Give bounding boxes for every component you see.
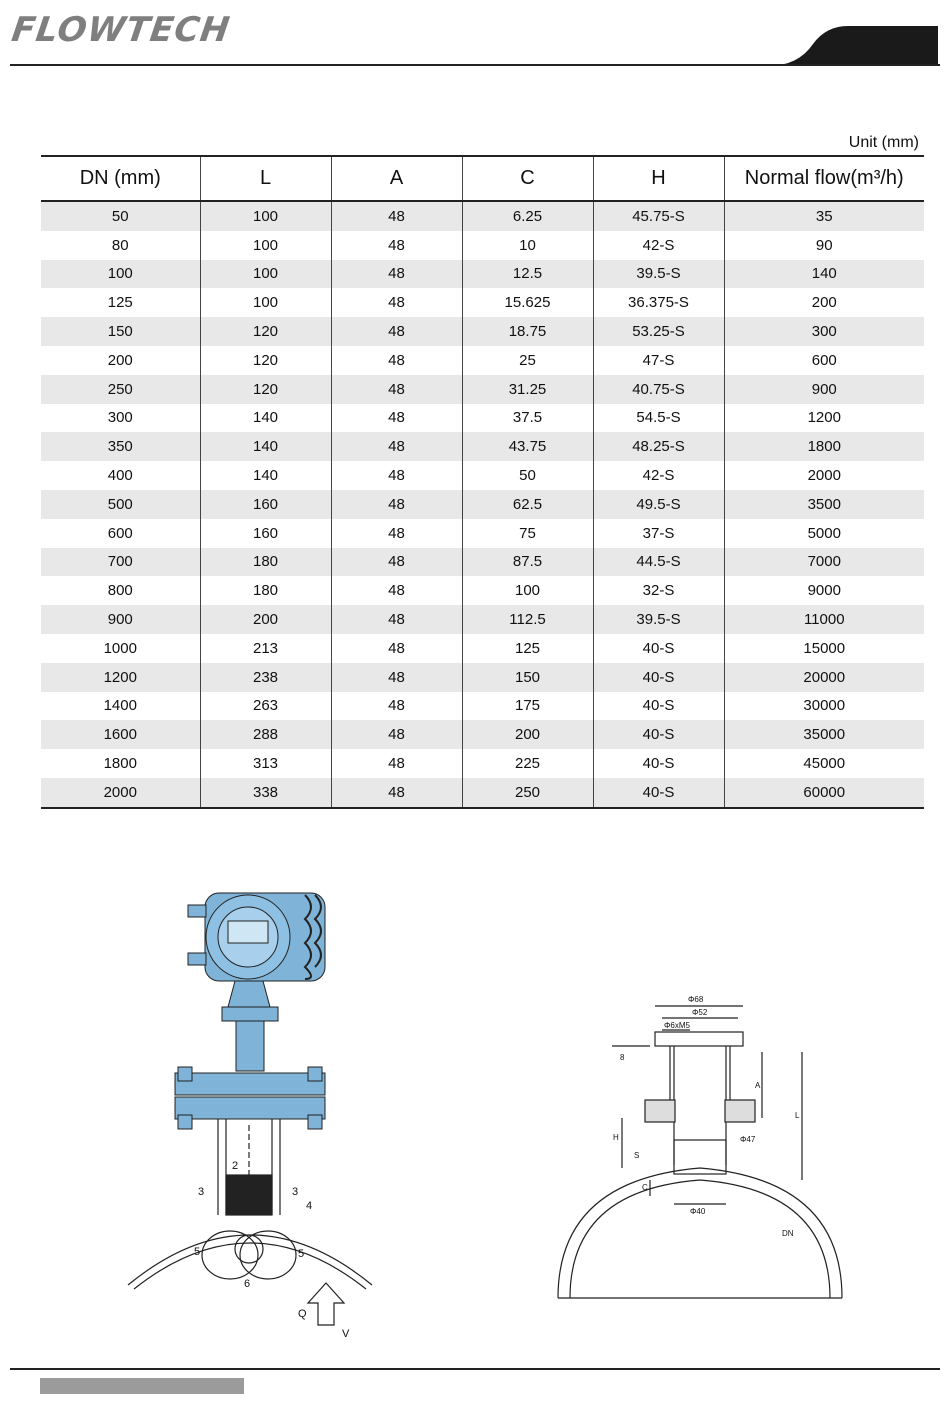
table-cell-l: 338	[200, 778, 331, 808]
table-cell-a: 48	[331, 634, 462, 663]
page-header	[0, 0, 950, 70]
mounting-dimension-drawing	[550, 990, 850, 1305]
table-cell-a: 48	[331, 288, 462, 317]
table-row	[41, 519, 924, 548]
diagram-label-5-right: 5	[298, 1248, 305, 1260]
table-row	[41, 778, 924, 808]
table-cell-normal-flow: 11000	[724, 605, 924, 634]
table-cell-dn: 900	[41, 605, 200, 634]
table-cell-dn: 1200	[41, 663, 200, 692]
table-cell-c: 18.75	[462, 317, 593, 346]
table-row	[41, 260, 924, 289]
table-cell-h: 40-S	[593, 720, 724, 749]
table-cell-normal-flow: 1200	[724, 404, 924, 433]
table-cell-l: 200	[200, 605, 331, 634]
table-cell-dn: 250	[41, 375, 200, 404]
column-header-c: C	[462, 156, 593, 201]
table-cell-dn: 800	[107, 582, 133, 600]
table-cell-l: 120	[200, 375, 331, 404]
diagram-label-3-right: 3	[292, 1186, 299, 1198]
table-row	[41, 692, 924, 721]
table-cell-a: 48	[331, 260, 462, 289]
table-cell-c: 200	[462, 720, 593, 749]
dim-phi52: Φ52	[692, 1008, 708, 1017]
table-cell-c: 62.5	[462, 490, 593, 519]
table-cell-a: 48	[331, 404, 462, 433]
table-cell-a: 48	[331, 461, 462, 490]
table-cell-normal-flow: 7000	[724, 548, 924, 577]
table-row	[41, 231, 924, 260]
table-cell-c: 125	[462, 634, 593, 663]
table-cell-c: 150	[462, 663, 593, 692]
table-cell-l: 120	[200, 346, 331, 375]
diagram-label-2: 2	[232, 1160, 239, 1172]
dim-phi6xm5: Φ6xM5	[664, 1021, 690, 1030]
dim-a: A	[755, 1081, 761, 1090]
table-row	[41, 288, 924, 317]
table-cell-a: 48	[331, 576, 462, 605]
table-row	[41, 432, 924, 461]
table-cell-dn: 1800	[103, 755, 137, 773]
table-cell-normal-flow: 900	[724, 375, 924, 404]
table-body	[41, 201, 924, 808]
table-cell-normal-flow: 600	[724, 346, 924, 375]
table-cell-dn: 1600	[41, 720, 200, 749]
table-cell-h: 40.75-S	[593, 375, 724, 404]
table-cell-h: 40-S	[593, 778, 724, 808]
table-cell-h: 39.5-S	[593, 260, 724, 289]
table-cell-normal-flow: 35000	[724, 720, 924, 749]
table-cell-a: 48	[331, 749, 462, 778]
table-cell-dn: 2000	[41, 778, 200, 808]
table-cell-l: 180	[200, 576, 331, 605]
table-cell-normal-flow: 200	[724, 288, 924, 317]
table-cell-normal-flow: 20000	[724, 663, 924, 692]
table-cell-normal-flow: 9000	[724, 576, 924, 605]
dim-phi40: Φ40	[690, 1207, 706, 1216]
table-cell-normal-flow: 35	[724, 201, 924, 231]
table-cell-normal-flow: 1800	[724, 432, 924, 461]
table-cell-h: 36.375-S	[593, 288, 724, 317]
diagram-label-q: Q	[298, 1308, 307, 1320]
footer-rule	[10, 1368, 940, 1370]
table-cell-l: 100	[200, 260, 331, 289]
table-cell-a: 48	[331, 663, 462, 692]
flowtech-logo: FLOWTECH	[9, 10, 233, 50]
table-cell-a: 48	[331, 375, 462, 404]
table-cell-a: 48	[331, 317, 462, 346]
table-cell-normal-flow: 300	[724, 317, 924, 346]
table-row	[41, 375, 924, 404]
table-cell-h: 40-S	[593, 692, 724, 721]
table-cell-c: 175	[462, 692, 593, 721]
dim-s: S	[634, 1151, 640, 1160]
table-cell-c: 50	[462, 461, 593, 490]
table-row	[41, 346, 924, 375]
table-cell-h: 42-S	[593, 461, 724, 490]
table-cell-h: 45.75-S	[593, 201, 724, 231]
table-row	[41, 720, 924, 749]
dim-l: L	[795, 1111, 800, 1120]
table-cell-l: 263	[200, 692, 331, 721]
table-cell-dn: 700	[41, 548, 200, 577]
table-cell-h: 49.5-S	[593, 490, 724, 519]
table-row	[41, 490, 924, 519]
table-cell-normal-flow: 3500	[724, 490, 924, 519]
table-row	[41, 663, 924, 692]
diagram-label-3-left: 3	[198, 1186, 205, 1198]
table-cell-normal-flow: 60000	[724, 778, 924, 808]
table-cell-h: 54.5-S	[593, 404, 724, 433]
table-cell-dn: 150	[41, 317, 200, 346]
table-cell-l: 213	[200, 634, 331, 663]
dim-phi68: Φ68	[688, 995, 704, 1004]
table-cell-c: 112.5	[462, 605, 593, 634]
dim-h: H	[613, 1133, 619, 1142]
table-cell-normal-flow: 30000	[724, 692, 924, 721]
table-cell-dn: 50	[41, 201, 200, 231]
table-cell-h: 32-S	[593, 576, 724, 605]
column-header-l: L	[200, 156, 331, 201]
table-cell-c: 15.625	[462, 288, 593, 317]
table-cell-l: 140	[200, 432, 331, 461]
table-cell-l: 100	[200, 201, 331, 231]
table-cell-a: 48	[331, 692, 462, 721]
table-cell-a: 48	[331, 548, 462, 577]
table-cell-h: 48.25-S	[593, 432, 724, 461]
dim-8: 8	[620, 1053, 625, 1062]
table-cell-h: 40-S	[593, 634, 724, 663]
table-cell-normal-flow: 140	[724, 260, 924, 289]
unit-label: Unit (mm)	[848, 134, 919, 151]
table-cell-c: 100	[462, 576, 593, 605]
table-cell-a: 48	[331, 231, 462, 260]
column-header-normal-flow: Normal flow(m³/h)	[724, 156, 924, 201]
table-row	[41, 404, 924, 433]
table-cell-a: 48	[331, 778, 462, 808]
table-cell-c: 43.75	[462, 432, 593, 461]
table-cell-dn: 100	[41, 260, 200, 289]
diagram-label-4: 4	[306, 1200, 313, 1212]
table-cell-l: 120	[200, 317, 331, 346]
dim-c: C	[642, 1183, 648, 1192]
dimension-table	[41, 155, 924, 809]
flowmeter-installation-diagram	[120, 885, 390, 1345]
table-cell-c: 31.25	[462, 375, 593, 404]
column-header-h: H	[593, 156, 724, 201]
table-cell-a: 48	[331, 490, 462, 519]
footer-bar	[40, 1378, 244, 1394]
table-cell-h: 39.5-S	[593, 605, 724, 634]
table-cell-a: 48	[331, 201, 462, 231]
table-cell-c: 10	[462, 231, 593, 260]
table-cell-normal-flow: 90	[724, 231, 924, 260]
table-cell-l: 100	[200, 288, 331, 317]
table-row	[41, 634, 924, 663]
table-cell-dn: 400	[107, 467, 133, 485]
table-row	[41, 548, 924, 577]
table-cell-dn: 200	[107, 351, 133, 369]
table-cell-l: 140	[200, 461, 331, 490]
table-cell-h: 40-S	[593, 749, 724, 778]
table-cell-normal-flow: 2000	[724, 461, 924, 490]
table-row	[41, 201, 924, 231]
table-row	[41, 749, 924, 778]
table-cell-dn: 80	[111, 236, 129, 254]
table-cell-dn: 125	[107, 294, 133, 312]
table-cell-h: 47-S	[593, 346, 724, 375]
table-cell-l: 160	[200, 519, 331, 548]
table-cell-normal-flow: 5000	[724, 519, 924, 548]
table-cell-dn: 300	[107, 409, 133, 427]
table-cell-dn: 350	[41, 432, 200, 461]
column-header-dn: DN (mm)	[41, 156, 200, 201]
table-cell-l: 313	[200, 749, 331, 778]
table-cell-dn: 1000	[103, 639, 137, 657]
table-cell-a: 48	[331, 346, 462, 375]
table-cell-l: 140	[200, 404, 331, 433]
dim-phi47: Φ47	[740, 1135, 756, 1144]
table-cell-l: 160	[200, 490, 331, 519]
table-cell-l: 288	[200, 720, 331, 749]
table-row	[41, 605, 924, 634]
table-cell-c: 6.25	[462, 201, 593, 231]
table-cell-c: 87.5	[462, 548, 593, 577]
table-cell-normal-flow: 15000	[724, 634, 924, 663]
table-cell-normal-flow: 45000	[724, 749, 924, 778]
header-rule	[10, 64, 940, 66]
table-header-row	[41, 156, 924, 201]
table-cell-c: 12.5	[462, 260, 593, 289]
table-cell-c: 250	[462, 778, 593, 808]
table-cell-c: 37.5	[462, 404, 593, 433]
table-cell-l: 180	[200, 548, 331, 577]
column-header-a: A	[331, 156, 462, 201]
table-row	[41, 576, 924, 605]
table-cell-a: 48	[331, 605, 462, 634]
table-cell-h: 44.5-S	[593, 548, 724, 577]
dim-dn: DN	[782, 1229, 794, 1238]
table-row	[41, 317, 924, 346]
diagram-label-6: 6	[244, 1278, 251, 1290]
table-cell-l: 100	[200, 231, 331, 260]
table-cell-h: 40-S	[593, 663, 724, 692]
table-cell-dn: 600	[107, 524, 133, 542]
table-cell-a: 48	[331, 432, 462, 461]
table-cell-a: 48	[331, 720, 462, 749]
table-cell-l: 238	[200, 663, 331, 692]
table-cell-h: 53.25-S	[593, 317, 724, 346]
table-cell-dn: 1400	[103, 697, 137, 715]
table-cell-a: 48	[331, 519, 462, 548]
diagram-label-5-left: 5	[194, 1246, 201, 1258]
table-cell-dn: 500	[41, 490, 200, 519]
table-cell-c: 75	[462, 519, 593, 548]
table-cell-c: 25	[462, 346, 593, 375]
table-cell-h: 37-S	[593, 519, 724, 548]
table-cell-h: 42-S	[593, 231, 724, 260]
table-row	[41, 461, 924, 490]
table-cell-c: 225	[462, 749, 593, 778]
header-corner-tab	[768, 26, 938, 66]
diagram-label-v: V	[342, 1328, 350, 1340]
